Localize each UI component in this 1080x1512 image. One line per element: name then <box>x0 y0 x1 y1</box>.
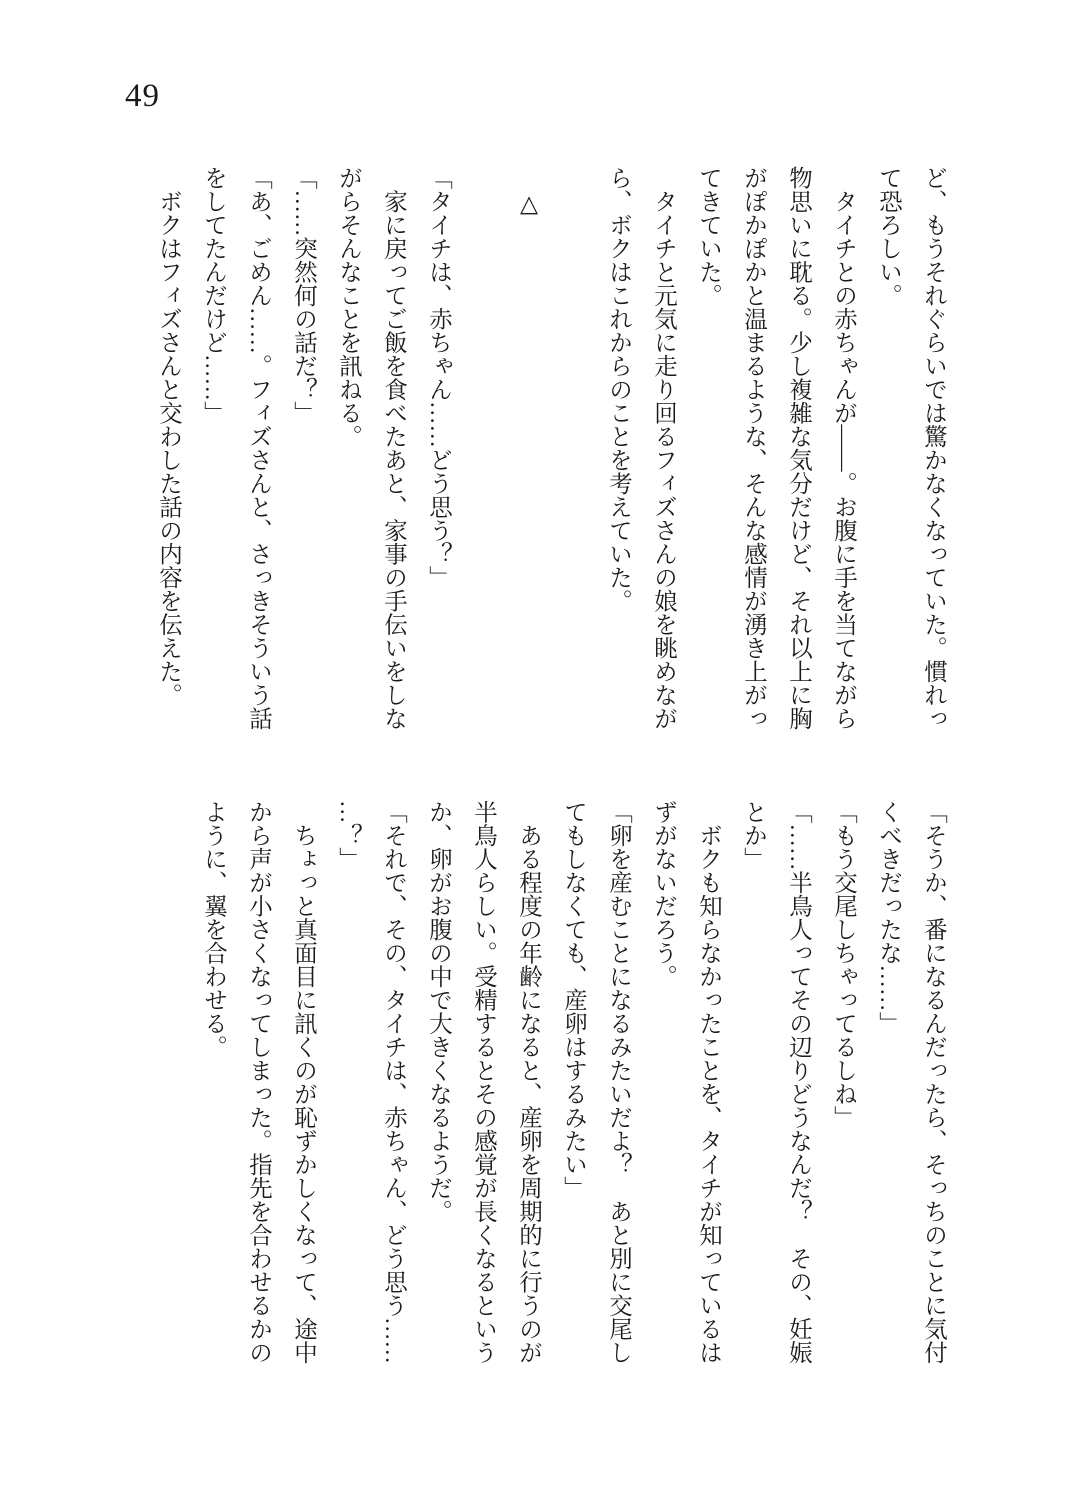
text-line: 「タイチは、赤ちゃん……どう思う？」 <box>425 166 451 589</box>
text-line: ボクも知らなかったことを、タイチが知っているは <box>695 800 721 1364</box>
text-line: ら、ボクはこれからのことを考えていた。 <box>605 166 631 613</box>
text-line: がらそんなことを訊ねる。 <box>335 166 361 448</box>
text-line <box>460 166 505 730</box>
text-line: …？」 <box>335 800 361 871</box>
page-number: 49 <box>125 78 160 114</box>
text-line: て恐ろしい。 <box>875 166 901 307</box>
text-line: 「……突然何の話だ？」 <box>290 166 316 425</box>
text-line: をしてたんだけど……」 <box>200 166 226 425</box>
text-line: ある程度の年齢になると、産卵を周期的に行うのが <box>515 800 541 1364</box>
text-line: タイチと元気に走り回るフィズさんの娘を眺めなが <box>650 166 676 730</box>
text-line: 「卵を産むことになるみたいだよ？ あと別に交尾し <box>605 800 631 1364</box>
text-line: 家に戻ってご飯を食べたあと、家事の手伝いをしな <box>380 166 406 730</box>
text-line: とか」 <box>740 800 766 871</box>
text-line: か、卵がお腹の中で大きくなるようだ。 <box>425 800 451 1223</box>
text-line: ように、翼を合わせる。 <box>200 800 226 1059</box>
text-line: ちょっと真面目に訊くのが恥ずかしくなって、途中 <box>290 800 316 1364</box>
text-line: から声が小さくなってしまった。指先を合わせるかの <box>245 800 271 1364</box>
text-line: ど、もうそれぐらいでは驚かなくなっていた。慣れっ <box>920 166 946 730</box>
text-line: 「そうか、番になるんだったら、そっちのことに気付 <box>920 800 946 1364</box>
text-line: 「……半鳥人ってその辺りどうなんだ？ その、妊娠 <box>785 800 811 1364</box>
text-line: 半鳥人らしい。受精するとその感覚が長くなるという <box>470 800 496 1364</box>
text-line: がぽかぽかと温まるような、そんな感情が湧き上がっ <box>740 166 766 730</box>
text-line: タイチとの赤ちゃんが――。お腹に手を当てながら <box>830 166 856 730</box>
text-line: くべきだったな……」 <box>875 800 901 1035</box>
top-text-block <box>145 166 955 730</box>
text-line: ボクはフィズさんと交わした話の内容を伝えた。 <box>155 166 181 707</box>
text-line: 物思いに耽る。少し複雑な気分だけど、それ以上に胸 <box>785 166 811 730</box>
bottom-text-block <box>190 800 955 1364</box>
text-line: てきていた。 <box>695 166 721 307</box>
text-line: 「それで、その、タイチは、赤ちゃん、どう思う…… <box>380 800 406 1364</box>
text-line: てもしなくても、産卵はするみたい」 <box>560 800 586 1200</box>
text-line: 「もう交尾しちゃってるしね」 <box>830 800 856 1129</box>
text-line: ずがないだろう。 <box>650 800 676 988</box>
text-line: △ <box>515 166 541 218</box>
text-line <box>550 166 595 730</box>
text-line: 「あ、ごめん……。フィズさんと、さっきそういう話 <box>245 166 271 730</box>
